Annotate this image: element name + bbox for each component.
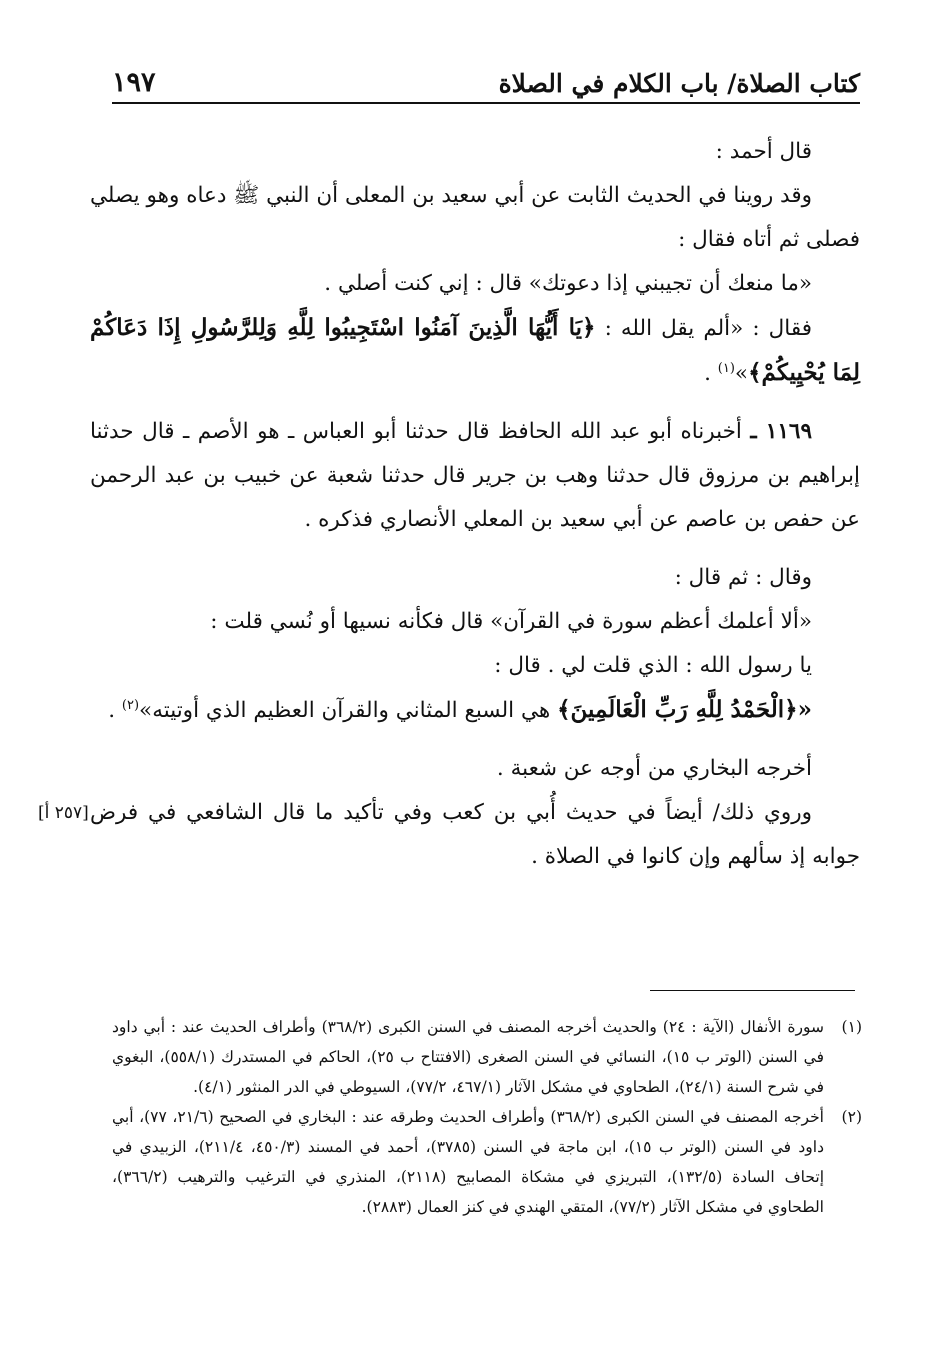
footnotes	[112, 1012, 862, 1222]
paragraph-2: «ما منعك أن تجيبني إذا دعوتك» قال : إني كنت أصلي .	[324, 271, 812, 296]
hadith-text: أخبرناه أبو عبد الله الحافظ قال حدثنا أبو العباس ـ هو الأصم ـ قال حدثنا إبراهيم بن مرزوق قال حدثنا وهب بن جرير قال حدثنا شعبة عن خبيب بن عبد الرحمن عن حفص بن عاصم عن أبي سعيد بن المعلي الأنصاري فذكره .	[90, 419, 860, 532]
footnote-ref-1[interactable]: (١)	[717, 360, 735, 376]
paragraph-5: «ألا أعلمك أعظم سورة في القرآن» قال فكأنه نسيها أو نُسي قلت :	[210, 609, 812, 634]
paragraph-3-end: .	[704, 361, 711, 386]
hadith-paragraph	[90, 410, 860, 542]
paragraph-7	[90, 688, 860, 733]
hadith-number: ١١٦٩ ـ	[750, 419, 812, 444]
paragraph-8: أخرجه البخاري من أوجه عن شعبة .	[496, 756, 812, 781]
spacer	[90, 542, 860, 556]
spacer	[90, 733, 860, 747]
paragraph-4: وقال : ثم قال :	[674, 565, 812, 590]
paragraph-9-text: وروي ذلك/ أيضاً في حديث أُبي بن كعب وفي تأكيد ما قال الشافعي في فرض جوابه إذ سألهم وإن كانوا في الصلاة .	[90, 800, 860, 869]
paragraph-1: وقد روينا في الحديث الثابت عن أبي سعيد بن المعلى أن النبي ﷺ دعاه وهو يصلي فصلى ثم أتاه فقال :	[90, 183, 860, 252]
quran-verse-1: ﴿يَا أَيُّهَا الَّذِينَ آمَنُوا اسْتَجِيبُوا لِلَّهِ وَلِلرَّسُولِ إِذَا دَعَاكُمْ لِمَا يُحْيِيكُمْ﴾	[90, 314, 860, 386]
paragraph-6: يا رسول الله : الذي قلت لي . قال :	[494, 653, 812, 678]
footnote-ref-2[interactable]: (٢)	[121, 697, 140, 713]
quran-verse-2: «﴿الْحَمْدُ لِلَّهِ رَبِّ الْعَالَمِينَ﴾	[557, 696, 812, 723]
paragraph-7-end: .	[108, 698, 116, 723]
running-title: كتاب الصلاة/ باب الكلام في الصلاة	[498, 69, 860, 98]
footnote-1	[112, 1012, 862, 1102]
manuscript-folio-marker: [٢٥٧ أ]	[38, 803, 89, 823]
footnote-2	[112, 1102, 862, 1222]
footnote-separator	[650, 990, 855, 991]
paragraph-3	[90, 306, 860, 396]
main-text	[38, 130, 860, 879]
footnote-number: (١)	[841, 1018, 862, 1036]
qala-ahmad-line: قال أحمد :	[715, 139, 812, 164]
running-head	[112, 60, 860, 104]
paragraph-3-close: »	[734, 361, 749, 386]
spacer	[90, 396, 860, 410]
footnote-text: أخرجه المصنف في السنن الكبرى (٣٦٨/٢) وأطراف الحديث وطرقه عند : البخاري في الصحيح (٢١/٦، ٧٧)، أبي داود في السنن (الوتر ب ١٥)، ابن ماجة في السنن (٣٧٨٥)، أحمد في المسند (٤٥٠/٣، ٢١١/٤)، الزبيدي في إتحاف السادة (١٣٢/٥)، التبريزي في مشكاة المصابيح (٢١١٨)، المنذري في الترغيب والترهيب (٣٦٦/٢)، الطحاوي في مشكل الآثار (٧٧/٢)، المتقي الهندي في كنز العمال (٢٨٨٣).	[112, 1108, 825, 1216]
footnote-text: سورة الأنفال (الآية : ٢٤) والحديث أخرجه المصنف في السنن الكبرى (٣٦٨/٢) وأطراف الحديث عند : أبي داود في السنن (الوتر ب ١٥)، النسائي في السنن الصغرى (الافتتاح ب ٢٥)، الحاكم في المستدرك (٥٥٨/١)، البغوي في شرح السنة (٢٤/١)، الطحاوي في مشكل الآثار (٤٦٧/١، ٧٧/٢)، السيوطي في الدر المنثور (٤/١).	[112, 1018, 825, 1096]
paragraph-3-lead: فقال : «ألم يقل الله :	[604, 316, 812, 341]
paragraph-9	[38, 791, 860, 879]
footnote-number: (٢)	[841, 1108, 862, 1126]
paragraph-7-text: هي السبع المثاني والقرآن العظيم الذي أوتيته»	[139, 698, 551, 723]
page-number: ١٩٧	[112, 67, 156, 98]
